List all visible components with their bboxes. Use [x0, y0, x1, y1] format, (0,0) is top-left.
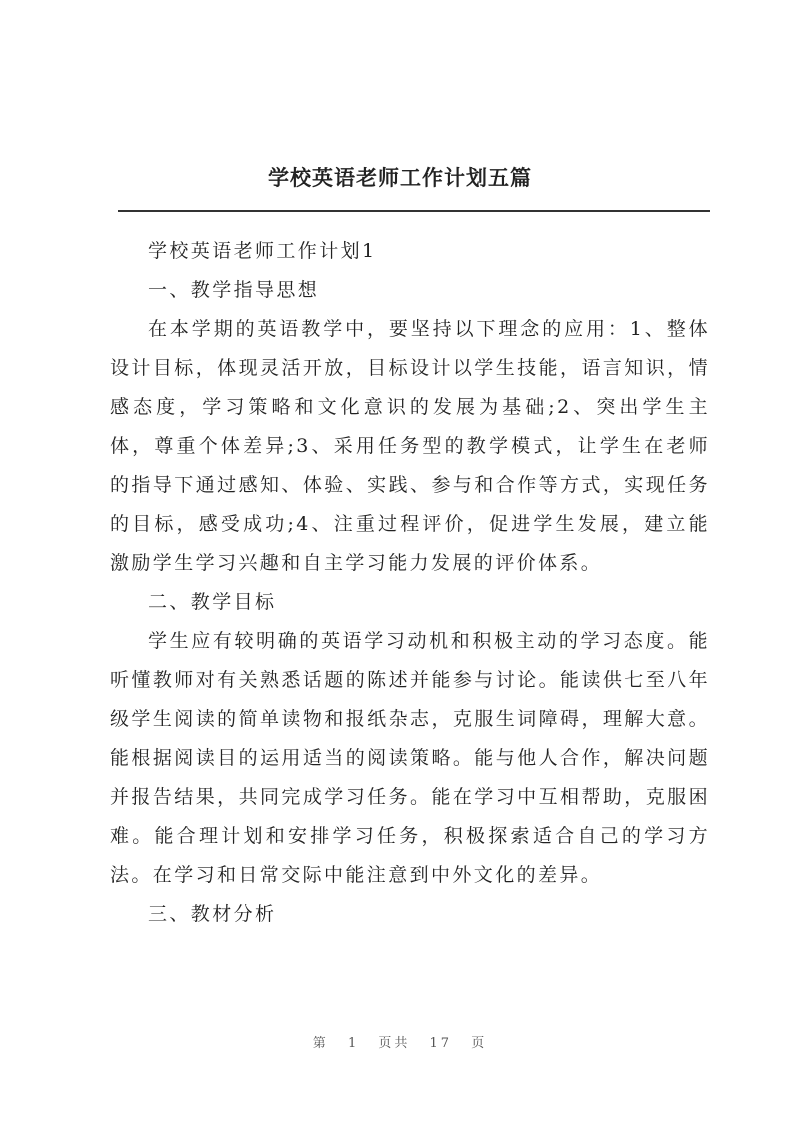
footer-page-number: 1 [347, 1036, 360, 1051]
section-heading-textbook-analysis: 三、教材分析 [148, 903, 277, 925]
section-heading-teaching-goals: 二、教学目标 [148, 591, 277, 613]
plan-heading: 学校英语老师工作计划1 [148, 240, 377, 262]
document-title: 学校英语老师工作计划五篇 [268, 165, 532, 190]
page-footer [0, 1032, 800, 1051]
paragraph-teaching-goals: 学生应有较明确的英语学习动机和积极主动的学习态度。能听懂教师对有关熟悉话题的陈述并能参与讨论。能读供七至八年级学生阅读的简单读物和报纸杂志，克服生词障碍，理解大意。能根据阅读目的运用适当的阅读策略。能与他人合作，解决问题并报告结果，共同完成学习任务。能在学习中互相帮助，克服困难。能合理计划和安排学习任务，积极探索适合自己的学习方法。在学习和日常交际中能注意到中外文化的差异。 [110, 630, 710, 886]
section-heading-guiding-thought: 一、教学指导思想 [148, 279, 320, 301]
title-divider [118, 210, 710, 212]
footer-page-suffix: 页 [471, 1036, 488, 1051]
paragraph-guiding-thought: 在本学期的英语教学中，要坚持以下理念的应用：1、整体设计目标，体现灵活开放，目标设计以学生技能，语言知识，情感态度，学习策略和文化意识的发展为基础;2、突出学生主体，尊重个体差异;3、采用任务型的教学模式，让学生在老师的指导下通过感知、体验、实践、参与和合作等方式，实现任务的目标，感受成功;4、注重过程评价，促进学生发展，建立能激励学生学习兴趣和自主学习能力发展的评价体系。 [110, 318, 710, 574]
footer-page-prefix: 第 [312, 1036, 329, 1051]
document-body [110, 232, 710, 934]
footer-page-total: 17 [429, 1036, 453, 1051]
footer-page-middle: 页共 [378, 1036, 411, 1051]
